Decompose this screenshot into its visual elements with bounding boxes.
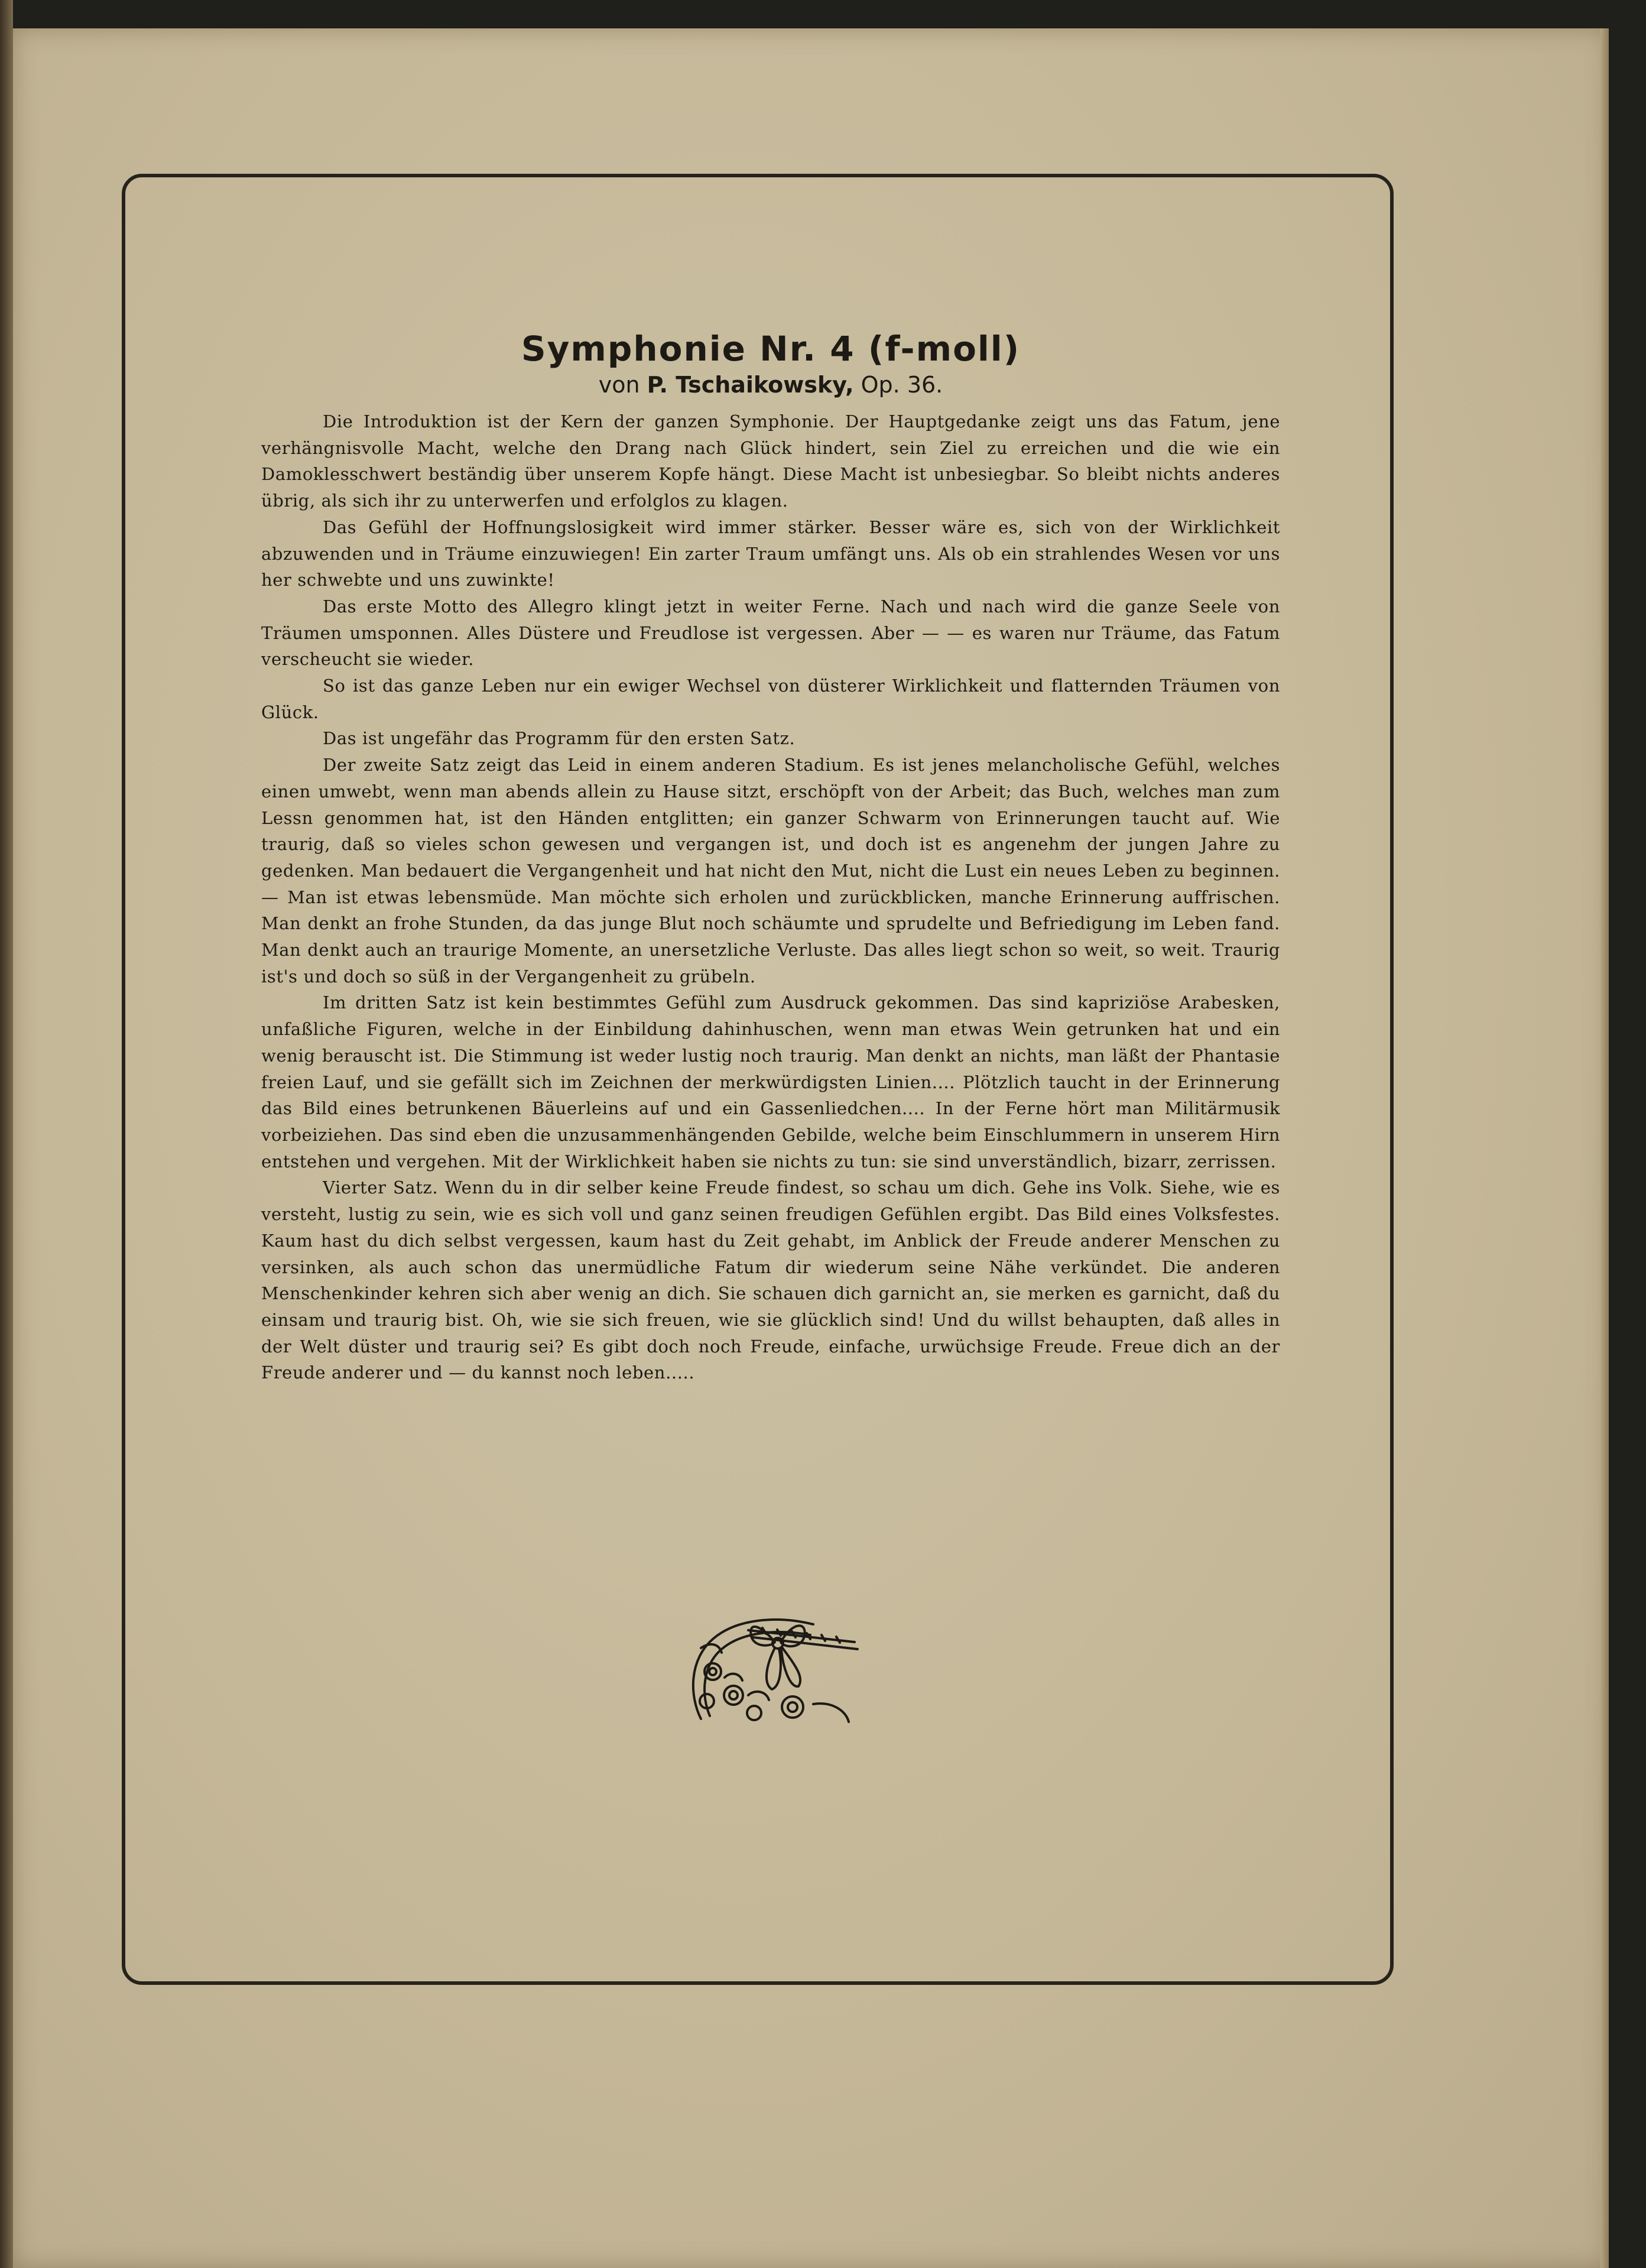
paragraph: Der zweite Satz zeigt das Leid in einem anderen Stadium. Es ist jenes melancholische Gefühl, welches einen umwebt, wenn man abends allein zu Hause sitzt, erschöpft von der Arbeit; das Buch, welches man zum Lessn genommen hat, ist den Händen entglitten; ein ganzer Schwarm von Erinnerungen taucht auf. Wie traurig, daß so vieles schon gewesen und vergangen ist, und doch ist es angenehm der jungen Jahre zu gedenken. Man bedauert die Vergangenheit und hat nicht den Mut, nicht die Lust ein neues Leben zu beginnen. — Man ist etwas lebensmüde. Man möchte sich erholen und zurückblicken, manche Erinnerung auffrischen. Man denkt an frohe Stunden, da das junge Blut noch schäumte und sprudelte und Befriedigung im Leben fand. Man denkt auch an traurige Momente, an unersetzliche Verluste. Das alles liegt schon so weit, so weit. Traurig ist's und doch so süß in der Vergangenheit zu grübeln. [261, 755, 1280, 987]
article-title: Symphonie Nr. 4 (f-moll) [521, 329, 1021, 369]
composer-name: P. Tschaikowsky, [647, 372, 854, 398]
paragraph: Vierter Satz. Wenn du in dir selber keine Freude findest, so schau um dich. Gehe ins Volk. Siehe, wie es versteht, lustig zu sein, wie es sich voll und ganz seinen freudigen Gefühlen ergibt. Das Bild eines Volksfestes. Kaum hast du dich selbst vergessen, kaum hast du Zeit gehabt, im Anblick der Freude anderer Menschen zu versinken, als auch schon das unermüdliche Fatum dir wiederum seine Nähe verkündet. Die anderen Menschenkinder kehren sich aber wenig an dich. Sie schauen dich garnicht an, sie merken es garnicht, daß du einsam und traurig bist. Oh, wie sie sich freuen, wie sie glücklich sind! Und du willst behaupten, daß alles in der Welt düster und traurig sei? Es gibt doch noch Freude, einfache, urwüchsige Freude. Freue dich an der Freude anderer und — du kannst noch leben..... [261, 1177, 1280, 1383]
paragraph: Im dritten Satz ist kein bestimmtes Gefühl zum Ausdruck gekommen. Das sind kapriziöse Arabesken, unfaßliche Figuren, welche in der Einbildung dahinhuschen, wenn man etwas Wein getrunken hat und ein wenig berauscht ist. Die Stimmung ist weder lustig noch traurig. Man denkt an nichts, man läßt der Phantasie freien Lauf, und sie gefällt sich im Zeichnen der merkwürdigsten Linien.... Plötzlich taucht in der Erinnerung das Bild eines betrunkenen Bäuerleins auf und ein Gassenliedchen.... In der Ferne hört man Militärmusik vorbeiziehen. Das sind eben die unzusammenhängenden Gebilde, welche beim Einschlummern in unserem Hirn entstehen und vergehen. Mit der Wirklichkeit haben sie nichts zu tun: sie sind unverständlich, bizarr, zerrissen. [261, 992, 1280, 1172]
paragraph: So ist das ganze Leben nur ein ewiger Wechsel von düsterer Wirklichkeit und flatternden Träumen von Glück. [261, 676, 1280, 722]
book-spine [0, 0, 13, 2268]
opus-number: Op. 36. [861, 372, 943, 398]
floral-bow-vignette-icon [677, 1607, 878, 1731]
paragraph: Das ist ungefähr das Programm für den ersten Satz. [323, 728, 796, 749]
article [261, 328, 1280, 1386]
subtitle-prefix: von [598, 372, 640, 398]
paragraph: Das Gefühl der Hoffnungslosigkeit wird immer stärker. Besser wäre es, sich von der Wirklichkeit abzuwenden und in Träume einzuwiegen! Ein zarter Traum umfängt uns. Als ob ein strahlendes Wesen vor uns her schwebte und uns zuwinkte! [261, 517, 1280, 590]
article-subtitle [261, 369, 1280, 400]
paragraph: Das erste Motto des Allegro klingt jetzt in weiter Ferne. Nach und nach wird die ganze Seele von Träumen umsponnen. Alles Düstere und Freudlose ist vergessen. Aber — — es waren nur Träume, das Fatum verscheucht sie wieder. [261, 596, 1280, 670]
page-edge [1600, 28, 1609, 2268]
paragraph: Die Introduktion ist der Kern der ganzen Symphonie. Der Hauptgedanke zeigt uns das Fatum, jene verhängnisvolle Macht, welche den Drang nach Glück hindert, sein Ziel zu erreichen und die wie ein Damoklesschwert beständig über unserem Kopfe hängt. Diese Macht ist unbesiegbar. So bleibt nichts anderes übrig, als sich ihr zu unterwerfen und erfolglos zu klagen. [261, 411, 1280, 511]
